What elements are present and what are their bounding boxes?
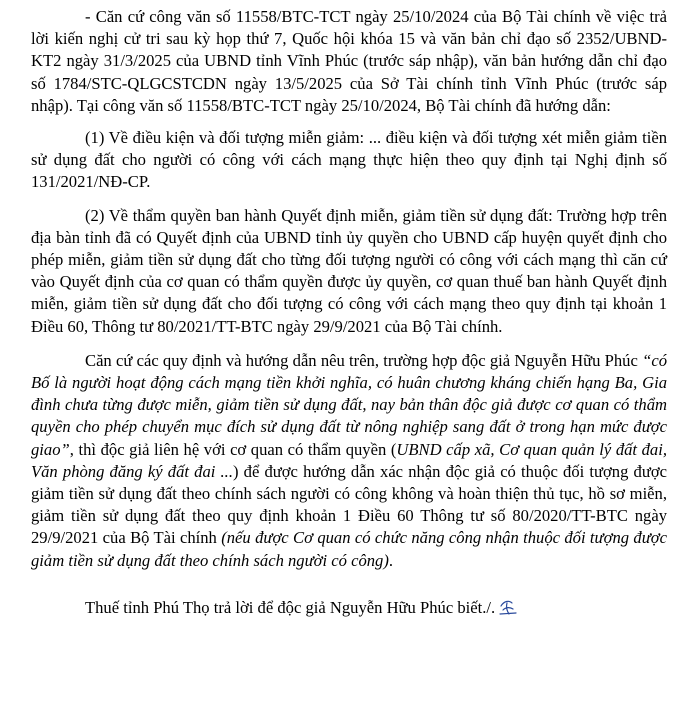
competent-agencies-list: UBND cấp xã, Cơ quan quản lý đất đai, Văn phòng đăng ký đất đai ... (31, 439, 667, 481)
paragraph-item-1-conditions: (1) Về điều kiện và đối tượng miễn giảm: ... điều kiện và đối tượng xét miễn giảm tiền sử dụng đất cho người có công với cách mạng thực hiện theo quy định tại Nghị định số 131/2021/NĐ-CP. (31, 128, 667, 192)
closing-text: Thuế tỉnh Phú Thọ trả lời để độc giả Nguyễn Hữu Phúc biết./. (85, 597, 496, 617)
paragraph-legal-basis: - Căn cứ công văn số 11558/BTC-TCT ngày 25/10/2024 của Bộ Tài chính về việc trả lời kiến nghị cử tri sau kỳ họp thứ 7, Quốc hội khóa 15 và văn bản chỉ đạo số 2352/UBND-KT2 ngày 31/3/2025 của UBND tỉnh Vĩnh Phúc (trước sáp nhập), văn bản hướng dẫn chỉ đạo số 1784/STC-QLGCSTCDN ngày 13/5/2025 của Sở Tài chính tỉnh Vĩnh Phúc (trước sáp nhập). Tại công văn số 11558/BTC-TCT ngày 25/10/2024, Bộ Tài chính đã hướng dẫn: (31, 7, 667, 115)
reader-case-quote: “có Bố là người hoạt động cách mạng tiền khởi nghĩa, có huân chương kháng chiến hạng Ba, Gia đình chưa từng được miễn, giảm tiền sử dụng đất, nay bản thân độc giả được cơ quan có thẩm quyền cho phép chuyển mục đích sử dụng đất từ nông nghiệp sang đất ở trong hạn mức được giao” (31, 350, 667, 459)
conclusion-text-2: , thì độc giả liên hệ với cơ quan có thẩm quyền ( (69, 439, 397, 459)
conclusion-text-4: . (388, 550, 394, 570)
paragraph-conclusion (31, 350, 667, 572)
paragraph-item-2-authority: (2) Về thẩm quyền ban hành Quyết định miễn, giảm tiền sử dụng đất: Trường hợp trên địa bàn tỉnh đã có Quyết định của UBND tỉnh ủy quyền cho UBND cấp huyện quyết định cho phép miễn, giảm tiền sử dụng đất cho từng đối tượng người có công với cách mạng thì căn cứ vào Quyết định của cơ quan có thẩm quyền được ủy quyền, cơ quan thuế ban hành Quyết định miễn, giảm tiền sử dụng đất cho đối tượng có công với cách mạng theo quy định tại khoản 1 Điều 60, Thông tư 80/2021/TT-BTC ngày 29/9/2021 của Bộ Tài chính. (31, 205, 667, 336)
condition-note: (nếu được Cơ quan có chức năng công nhận thuộc đối tượng được giảm tiền sử dụng đất theo chính sách người có công) (31, 528, 667, 570)
conclusion-text-3: ) để được hướng dẫn xác nhận độc giả có thuộc đối tượng được giảm tiền sử dụng đất theo chính sách người có công không và hoàn thiện thủ tục, hồ sơ miễn, giảm tiền sử dụng đất theo quy định khoản 1 Điều 60 Thông tư số 80/2020/TT-BTC ngày 29/9/2021 của Bộ Tài chính (31, 461, 667, 548)
closing-line (31, 593, 667, 619)
signature-initials-icon (497, 597, 519, 617)
conclusion-text-1: Căn cứ các quy định và hướng dẫn nêu trên, trường hợp độc giả Nguyễn Hữu Phúc (85, 350, 643, 370)
